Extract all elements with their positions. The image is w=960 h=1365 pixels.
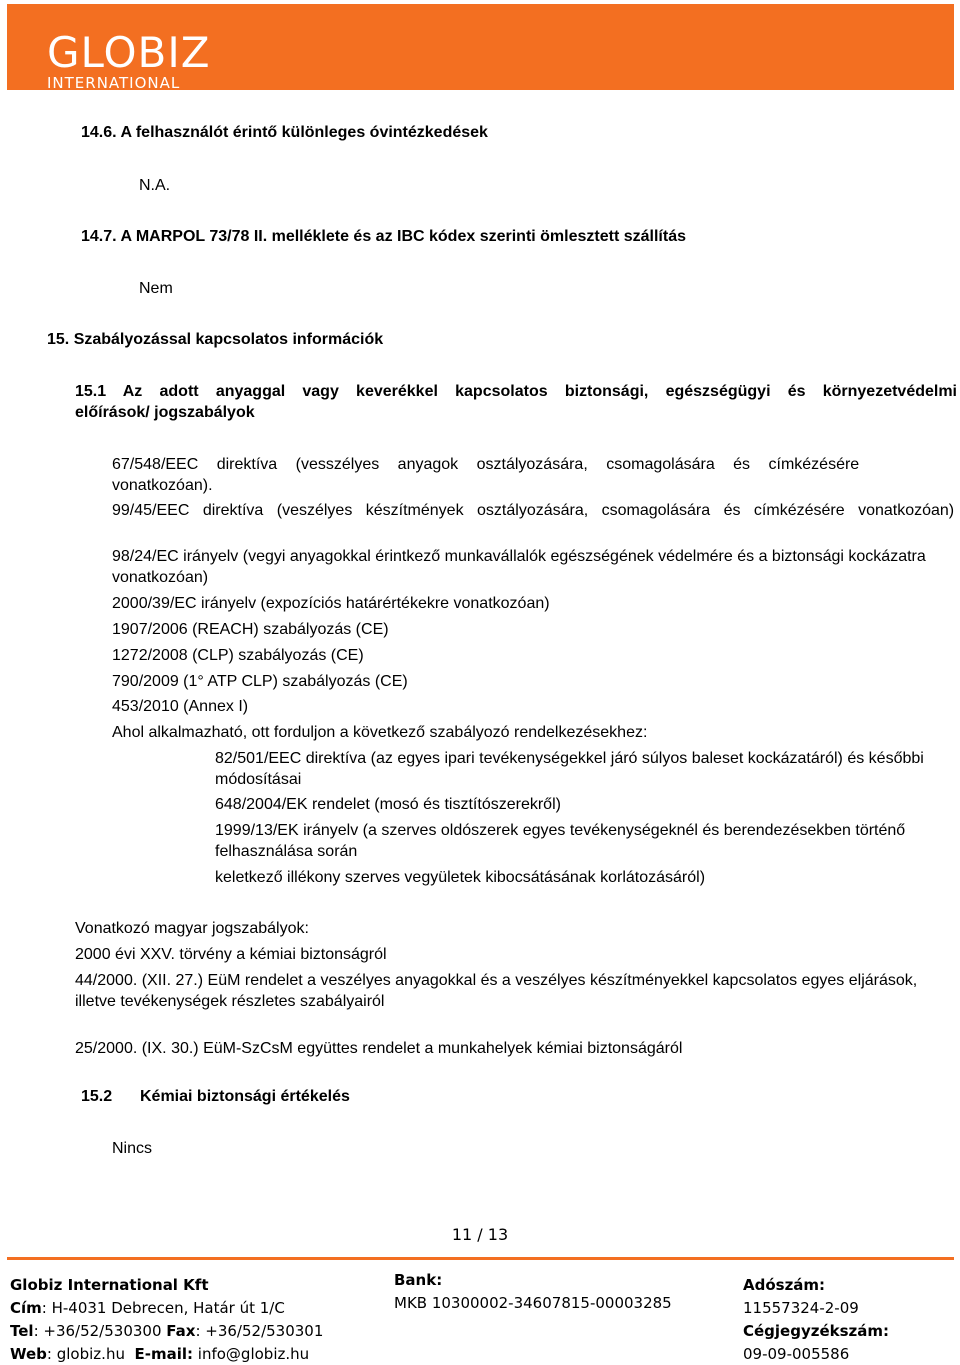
footer-phone-fax: Tel: +36/52/530300 Fax: +36/52/530301 xyxy=(10,1322,324,1340)
regulation-item: 1272/2008 (CLP) szabályozás (CE) xyxy=(112,647,364,664)
regulation-item: 99/45/EEC direktíva (veszélyes készítmények osztályozására, csomagolására és címkézésére vonatkozóan) xyxy=(112,502,955,519)
footer-address: Cím: H-4031 Debrecen, Határ út 1/C xyxy=(10,1299,285,1317)
footer-divider xyxy=(7,1257,954,1260)
regulation-item: 453/2010 (Annex I) xyxy=(112,698,249,715)
footer-registration-number: 09-09-005586 xyxy=(743,1345,850,1363)
regulation-item: 2000/39/EC irányelv (expozíciós határértékekre vonatkozóan) xyxy=(112,595,550,612)
section-14-7-title: 14.7. A MARPOL 73/78 II. melléklete és az IBC kódex szerinti ömlesztett szállítás xyxy=(81,228,686,245)
section-14-6-value: N.A. xyxy=(139,177,171,194)
regulation-intro: Ahol alkalmazható, ott forduljon a következő szabályozó rendelkezésekhez: xyxy=(112,724,648,741)
footer-bank-account: MKB 10300002-34607815-00003285 xyxy=(394,1294,672,1312)
page-number: 11 / 13 xyxy=(451,1225,509,1244)
section-15-2-number: 15.2 xyxy=(81,1088,113,1105)
header-banner xyxy=(7,4,954,90)
sub-regulation-item: 648/2004/EK rendelet (mosó és tisztítószerekről) xyxy=(215,796,561,813)
section-15-2-value: Nincs xyxy=(112,1140,153,1157)
footer-company-name: Globiz International Kft xyxy=(10,1276,209,1294)
regulation-item: 67/548/EEC direktíva (vesszélyes anyagok osztályozására, csomagolására és címkézésére vonatkozóan). xyxy=(112,456,860,494)
hungarian-law-item: 25/2000. (IX. 30.) EüM-SzCsM együttes rendelet a munkahelyek kémiai biztonságáról xyxy=(75,1040,683,1057)
hungarian-laws-title: Vonatkozó magyar jogszabályok: xyxy=(75,920,309,937)
section-15-2-title: Kémiai biztonsági értékelés xyxy=(140,1088,350,1105)
footer-bank-label: Bank: xyxy=(394,1271,443,1289)
footer-web-email: Web: globiz.hu E-mail: info@globiz.hu xyxy=(10,1345,310,1363)
company-logo-subtitle: INTERNATIONAL xyxy=(47,74,181,92)
sub-regulation-item: 1999/13/EK irányelv (a szerves oldószerek egyes tevékenységeknél és berendezésekben történő felhasználása során xyxy=(215,822,906,860)
company-logo: GLOBIZ xyxy=(47,28,211,77)
section-15-1-title-line2: előírások/ jogszabályok xyxy=(75,404,255,421)
footer-registration-label: Cégjegyzékszám: xyxy=(743,1322,890,1340)
section-15-title: 15. Szabályozással kapcsolatos információk xyxy=(47,331,384,348)
regulation-item: 790/2009 (1° ATP CLP) szabályozás (CE) xyxy=(112,673,408,690)
footer-tax-label: Adószám: xyxy=(743,1276,826,1294)
sub-regulation-item: 82/501/EEC direktíva (az egyes ipari tevékenységekkel járó súlyos baleset kockázatáról) és későbbi módosításai xyxy=(215,750,924,788)
sub-regulation-item: keletkező illékony szerves vegyületek kibocsátásának korlátozásáról) xyxy=(215,869,706,886)
footer-tax-number: 11557324-2-09 xyxy=(743,1299,859,1317)
section-15-1-title-line1: 15.1 Az adott anyaggal vagy keverékkel kapcsolatos biztonsági, egészségügyi és környezetvédelmi xyxy=(75,383,957,400)
hungarian-law-item: 44/2000. (XII. 27.) EüM rendelet a veszélyes anyagokkal és a veszélyes készítményekkel kapcsolatos egyes eljárások, illetve tevékenységek részletes szabályairól xyxy=(75,972,918,1010)
section-14-7-value: Nem xyxy=(139,280,173,297)
regulation-item: 1907/2006 (REACH) szabályozás (CE) xyxy=(112,621,389,638)
hungarian-law-item: 2000 évi XXV. törvény a kémiai biztonságról xyxy=(75,946,387,963)
section-14-6-title: 14.6. A felhasználót érintő különleges óvintézkedések xyxy=(81,124,488,141)
regulation-item: 98/24/EC irányelv (vegyi anyagokkal érintkező munkavállalók egészségének védelmére és a biztonsági kockázatra vonatkozóan) xyxy=(112,548,926,586)
